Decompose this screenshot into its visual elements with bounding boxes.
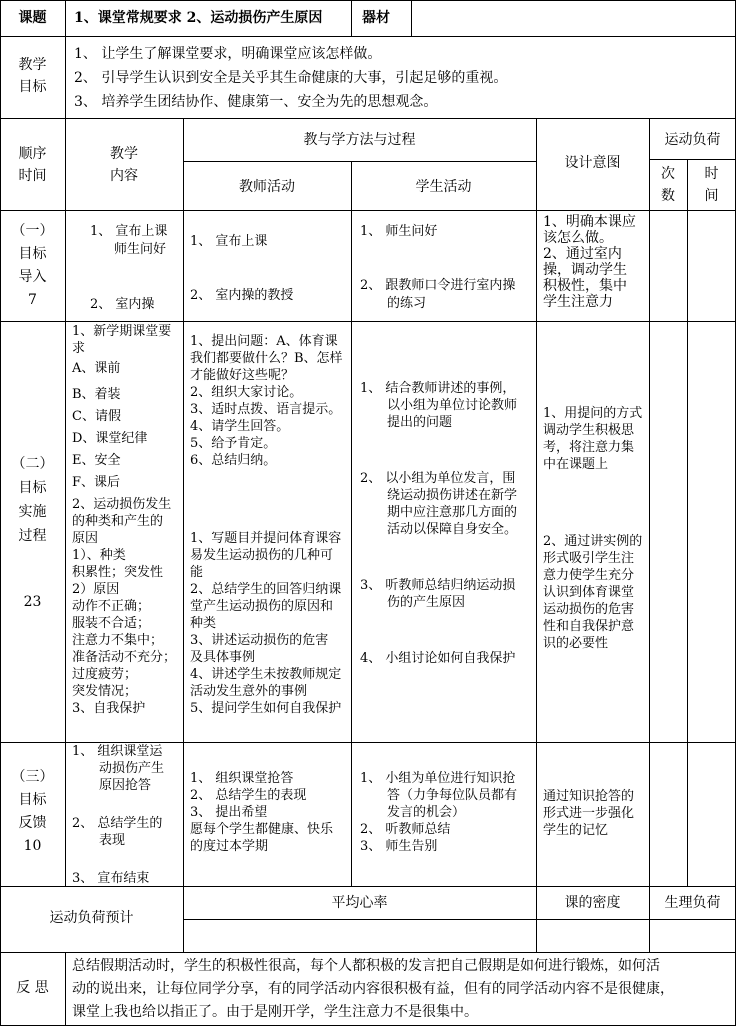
section-2-design-1: 1、用提问的方式 调动学生积极思 考，将注意力集 中在课题上 bbox=[543, 406, 643, 472]
section-3-content-2: 2、 总结学生的 表现 bbox=[72, 816, 163, 848]
section-1-student-1: 1、 师生问好 bbox=[360, 224, 438, 239]
load-forecast-label: 运动负荷预计 bbox=[49, 910, 134, 926]
section-2-design-2: 2、通过讲实例的 形式吸引学生注 意力使学生充分 认识到体育课堂 运动损伤的危害 性和自我保护意 识的必要性 bbox=[543, 534, 643, 651]
order-time-header: 顺序 时间 bbox=[18, 146, 47, 184]
content-header: 教学 内容 bbox=[110, 146, 138, 184]
heart-rate-label: 平均心率 bbox=[331, 895, 388, 911]
section-2-minutes: 23 bbox=[23, 594, 42, 610]
teacher-activity-header: 教师活动 bbox=[239, 179, 295, 195]
density-label: 课的密度 bbox=[564, 895, 621, 911]
exercise-load-header: 运动负荷 bbox=[664, 132, 721, 148]
goal-item: 2、 引导学生认识到安全是关乎其生命健康的大事，引起足够的重视。 bbox=[74, 70, 508, 86]
section-3-order: （三） 目标 反馈 10 bbox=[11, 769, 54, 854]
section-2-teacher-a: 1、提出问题：A、体育课 我们都要做什么？B、怎样 才能做好这些呢？ 2、组织大家讨论。 3、适时点拨、语言提示。 4、请学生回答。 5、给予肯定。 6、总结归纳。 bbox=[190, 334, 343, 468]
section-1-order: （一） 目标 导入 7 bbox=[11, 223, 54, 308]
goal-item: 3、 培养学生团结协作、健康第一、安全为先的思想观念。 bbox=[74, 94, 438, 110]
topic-title: 1、课堂常规要求 2、运动损伤产生原因 bbox=[74, 10, 323, 26]
section-2-order: （二） 目标 实施 过程 bbox=[11, 456, 54, 544]
goal-item: 1、 让学生了解课堂要求，明确课堂应该怎样做。 bbox=[74, 46, 382, 62]
section-2-student-3: 3、 听教师总结归纳运动损 伤的产生原因 bbox=[360, 578, 516, 610]
section-1-content-1b: 师生问好 bbox=[114, 242, 167, 257]
section-3-design: 通过知识抢答的 形式进一步强化 学生的记忆 bbox=[543, 789, 635, 838]
section-1-content-2: 2、 室内操 bbox=[90, 297, 155, 312]
physio-load-label: 生理负荷 bbox=[664, 895, 721, 911]
section-2-student-1: 1、 结合教师讲述的事例， 以小组为单位讨论教师 提出的问题 bbox=[360, 381, 518, 430]
section-1-teacher-1: 1、 宣布上课 bbox=[190, 234, 268, 249]
goals-label: 教学 目标 bbox=[18, 57, 47, 95]
section-3-teacher: 1、 组织课堂抢答 2、 总结学生的表现 3、 提出希望 愿每个学生都健康、快乐 的度过本学期 bbox=[190, 771, 334, 854]
section-2-student-4: 4、 小组讨论如何自我保护 bbox=[360, 651, 516, 666]
time-header: 时 间 bbox=[704, 166, 719, 204]
topic-label: 课题 bbox=[18, 10, 47, 26]
equipment-label: 器材 bbox=[362, 10, 390, 26]
section-1-content-1: 1、 宣布上课 bbox=[90, 224, 168, 239]
section-2-student-2: 2、 以小组为单位发言，围 绕运动损伤讲述在新学 期中应注意那几方面的 活动以保障自身安全。 bbox=[360, 471, 518, 537]
reflection-text: 总结假期活动时，学生的积极性很高，每个人都积极的发言把自己假期是如何进行锻炼，如何活 动的说出来，让每位同学分享，有的同学活动内容很积极有益，但有的同学活动内容不是很健康， 课堂上我也给以指正了。由于是刚开学，学生注意力不是很集中。 bbox=[72, 958, 674, 1020]
section-2-teacher-b: 1、写题目并提问体育课容 易发生运动损伤的几种可 能 2、总结学生的回答归纳课 堂产生运动损伤的原因和 种类 3、讲述运动损伤的危害 及具体事例 4、讲述学生未按教师规定 活动发生意外的事例 5、提问学生如何自我保护 bbox=[190, 531, 342, 716]
section-1-design: 1、明确本课应 该怎么做。 2、通过室内 操，调动学生 积极性，集中 学生注意力 bbox=[543, 214, 636, 310]
method-header: 教与学方法与过程 bbox=[303, 132, 416, 148]
section-1-teacher-2: 2、 室内操的教授 bbox=[190, 288, 294, 303]
goals-list bbox=[74, 42, 507, 114]
section-2-content: 1、新学期课堂要 求 A、课前 B、着装 C、请假 D、课堂纪律 E、安全 F、课后 2、运动损伤发生 的种类和产生的 原因 1）、种类 积累性；突发性 2）原因 动作不正确； 服装不合适； 注意力不集中； 准备活动不充分； 过度疲劳； 突发情况； 3、自我保护 bbox=[72, 324, 177, 716]
section-3-content-3: 3、 宣布结束 bbox=[72, 871, 150, 886]
reflection-label: 反 思 bbox=[16, 980, 49, 996]
student-activity-header: 学生活动 bbox=[415, 179, 472, 195]
section-3-student: 1、 小组为单位进行知识抢 答（力争每位队员都有 发言的机会） 2、 听教师总结 3、 师生告别 bbox=[360, 771, 518, 854]
design-intent-header: 设计意图 bbox=[564, 155, 621, 171]
section-1-student-2: 2、 跟教师口令进行室内操 bbox=[360, 278, 516, 293]
section-3-content-1: 1、 组织课堂运 动损伤产生 原因抢答 bbox=[72, 744, 165, 793]
count-header: 次 数 bbox=[661, 166, 675, 204]
section-1-student-2b: 的练习 bbox=[387, 296, 427, 311]
